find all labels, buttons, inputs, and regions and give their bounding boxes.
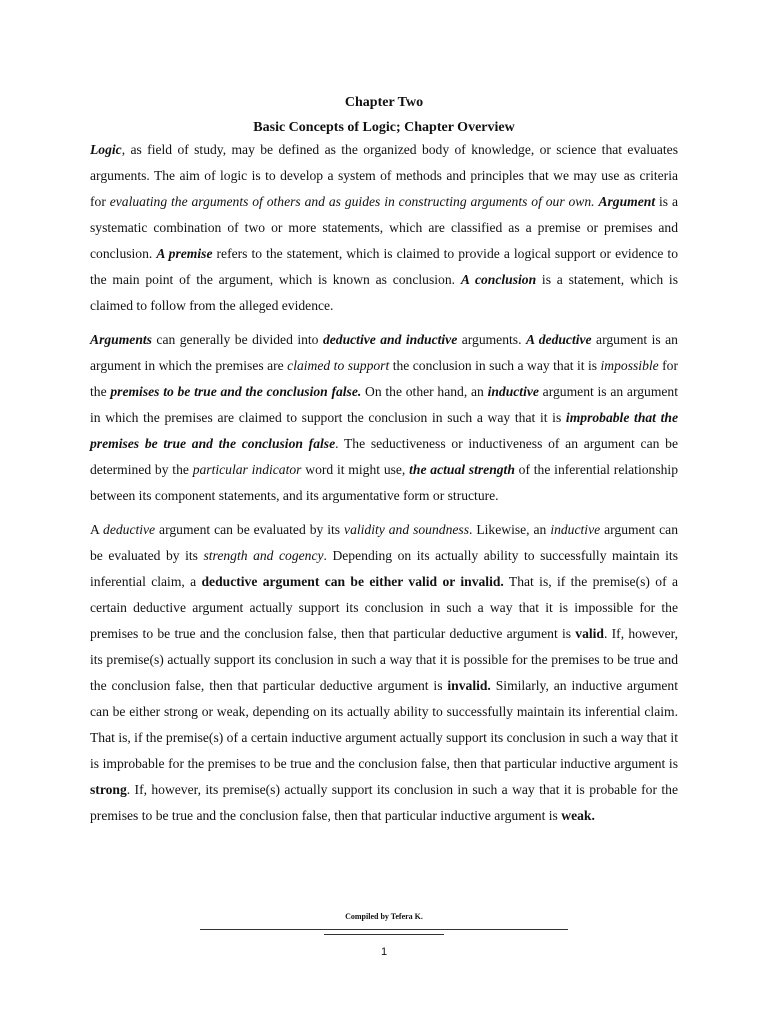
emphasis-run: the actual strength <box>409 462 515 477</box>
text-run: word it might use, <box>301 462 410 477</box>
text-run: That is, if the premise(s) of a certain deductive argument actually support its conclusion in such a way that it is impossible for the premises to be true and the conclusion false, then that particular deductive argument is <box>90 574 678 641</box>
body-text <box>90 137 678 829</box>
emphasis-run: weak. <box>561 808 595 823</box>
text-run: argument can be evaluated by its <box>90 522 678 563</box>
emphasis-run: Arguments <box>90 332 152 347</box>
emphasis-run: deductive and inductive <box>322 332 458 347</box>
footer-rule-short <box>324 934 444 935</box>
page-number: 1 <box>380 946 388 958</box>
text-run: Similarly, an inductive argument can be either strong or weak, depending on its actually ability to successfully maintain its inferential claim. That is, if the premise(s) of a certain inductive argument actually support its conclusion in such a way that it is improbable for the premises to be true and the conclusion false, then that particular inductive argument is <box>90 678 678 771</box>
emphasis-run: deductive <box>103 522 156 537</box>
emphasis-run: A conclusion <box>460 272 537 287</box>
paragraph <box>90 137 678 319</box>
text-run: the conclusion in such a way that it is <box>389 358 601 373</box>
paragraph <box>90 517 678 829</box>
emphasis-run: invalid. <box>447 678 491 693</box>
emphasis-run: inductive <box>550 522 601 537</box>
text-run: refers to the statement, which is claimed to provide a logical support or evidence to the main point of the argument, which is known as conclusion. <box>90 246 678 287</box>
document-page <box>90 93 678 837</box>
emphasis-run: premises to be true and the conclusion false. <box>110 384 362 399</box>
emphasis-run: inductive <box>487 384 539 399</box>
emphasis-run: strong <box>90 782 127 797</box>
emphasis-run: valid <box>575 626 604 641</box>
chapter-subtitle: Basic Concepts of Logic; Chapter Overview <box>253 120 515 135</box>
footer-compiled-by: Compiled by Tefera K. <box>345 912 423 921</box>
text-run: , as field of study, may be defined as the organized body of knowledge, or science that evaluates arguments. The aim of logic is to develop a system of methods and principles that we may use as criteria for <box>90 142 678 209</box>
text-run: On the other hand, an <box>361 384 488 399</box>
emphasis-run: particular indicator <box>192 462 302 477</box>
text-run: of the inferential relationship between its component statements, and its argumentative form or structure. <box>90 462 678 503</box>
text-run: A <box>90 522 104 537</box>
paragraph <box>90 327 678 509</box>
text-run: is a statement, which is claimed to follow from the alleged evidence. <box>90 272 679 313</box>
emphasis-run: validity and soundness <box>344 522 469 537</box>
text-run: argument is an argument in which the premises are <box>90 332 678 373</box>
text-run: . Depending on its actually ability to successfully maintain its inferential claim, a <box>90 548 678 589</box>
text-run: . Likewise, an <box>469 522 551 537</box>
emphasis-run: Logic <box>90 142 122 157</box>
emphasis-run: deductive argument can be either valid or invalid. <box>201 574 504 589</box>
chapter-title: Chapter Two <box>344 95 424 110</box>
text-run: argument is an argument in which the premises are claimed to support the conclusion in such a way that it is <box>90 384 678 425</box>
emphasis-run: evaluating the arguments of others and as guides in constructing arguments of our own. <box>109 194 595 209</box>
text-run: can generally be divided into <box>151 332 323 347</box>
emphasis-run: A deductive <box>525 332 592 347</box>
emphasis-run: A premise <box>156 246 213 261</box>
text-run: . If, however, its premise(s) actually support its conclusion in such a way that it is possible for the premises to be true and the conclusion false, then that particular deductive argument is <box>90 626 678 693</box>
emphasis-run: Argument <box>598 194 656 209</box>
text-run: for the <box>90 358 678 399</box>
page-footer <box>200 912 568 958</box>
emphasis-run: impossible <box>600 358 659 373</box>
text-run: argument can be evaluated by its <box>155 522 345 537</box>
emphasis-run: strength and cogency <box>203 548 324 563</box>
text-run: . The seductiveness or inductiveness of an argument can be determined by the <box>90 436 678 477</box>
text-run: is a systematic combination of two or more statements, which are classified as a premise or premises and conclusion. <box>90 194 678 261</box>
emphasis-run: improbable that the premises be true and the conclusion false <box>90 410 678 451</box>
footer-rule <box>200 929 568 930</box>
text-run: arguments. <box>457 332 526 347</box>
text-run: . If, however, its premise(s) actually support its conclusion in such a way that it is probable for the premises to be true and the conclusion false, then that particular inductive argument is <box>90 782 678 823</box>
emphasis-run: claimed to support <box>287 358 390 373</box>
